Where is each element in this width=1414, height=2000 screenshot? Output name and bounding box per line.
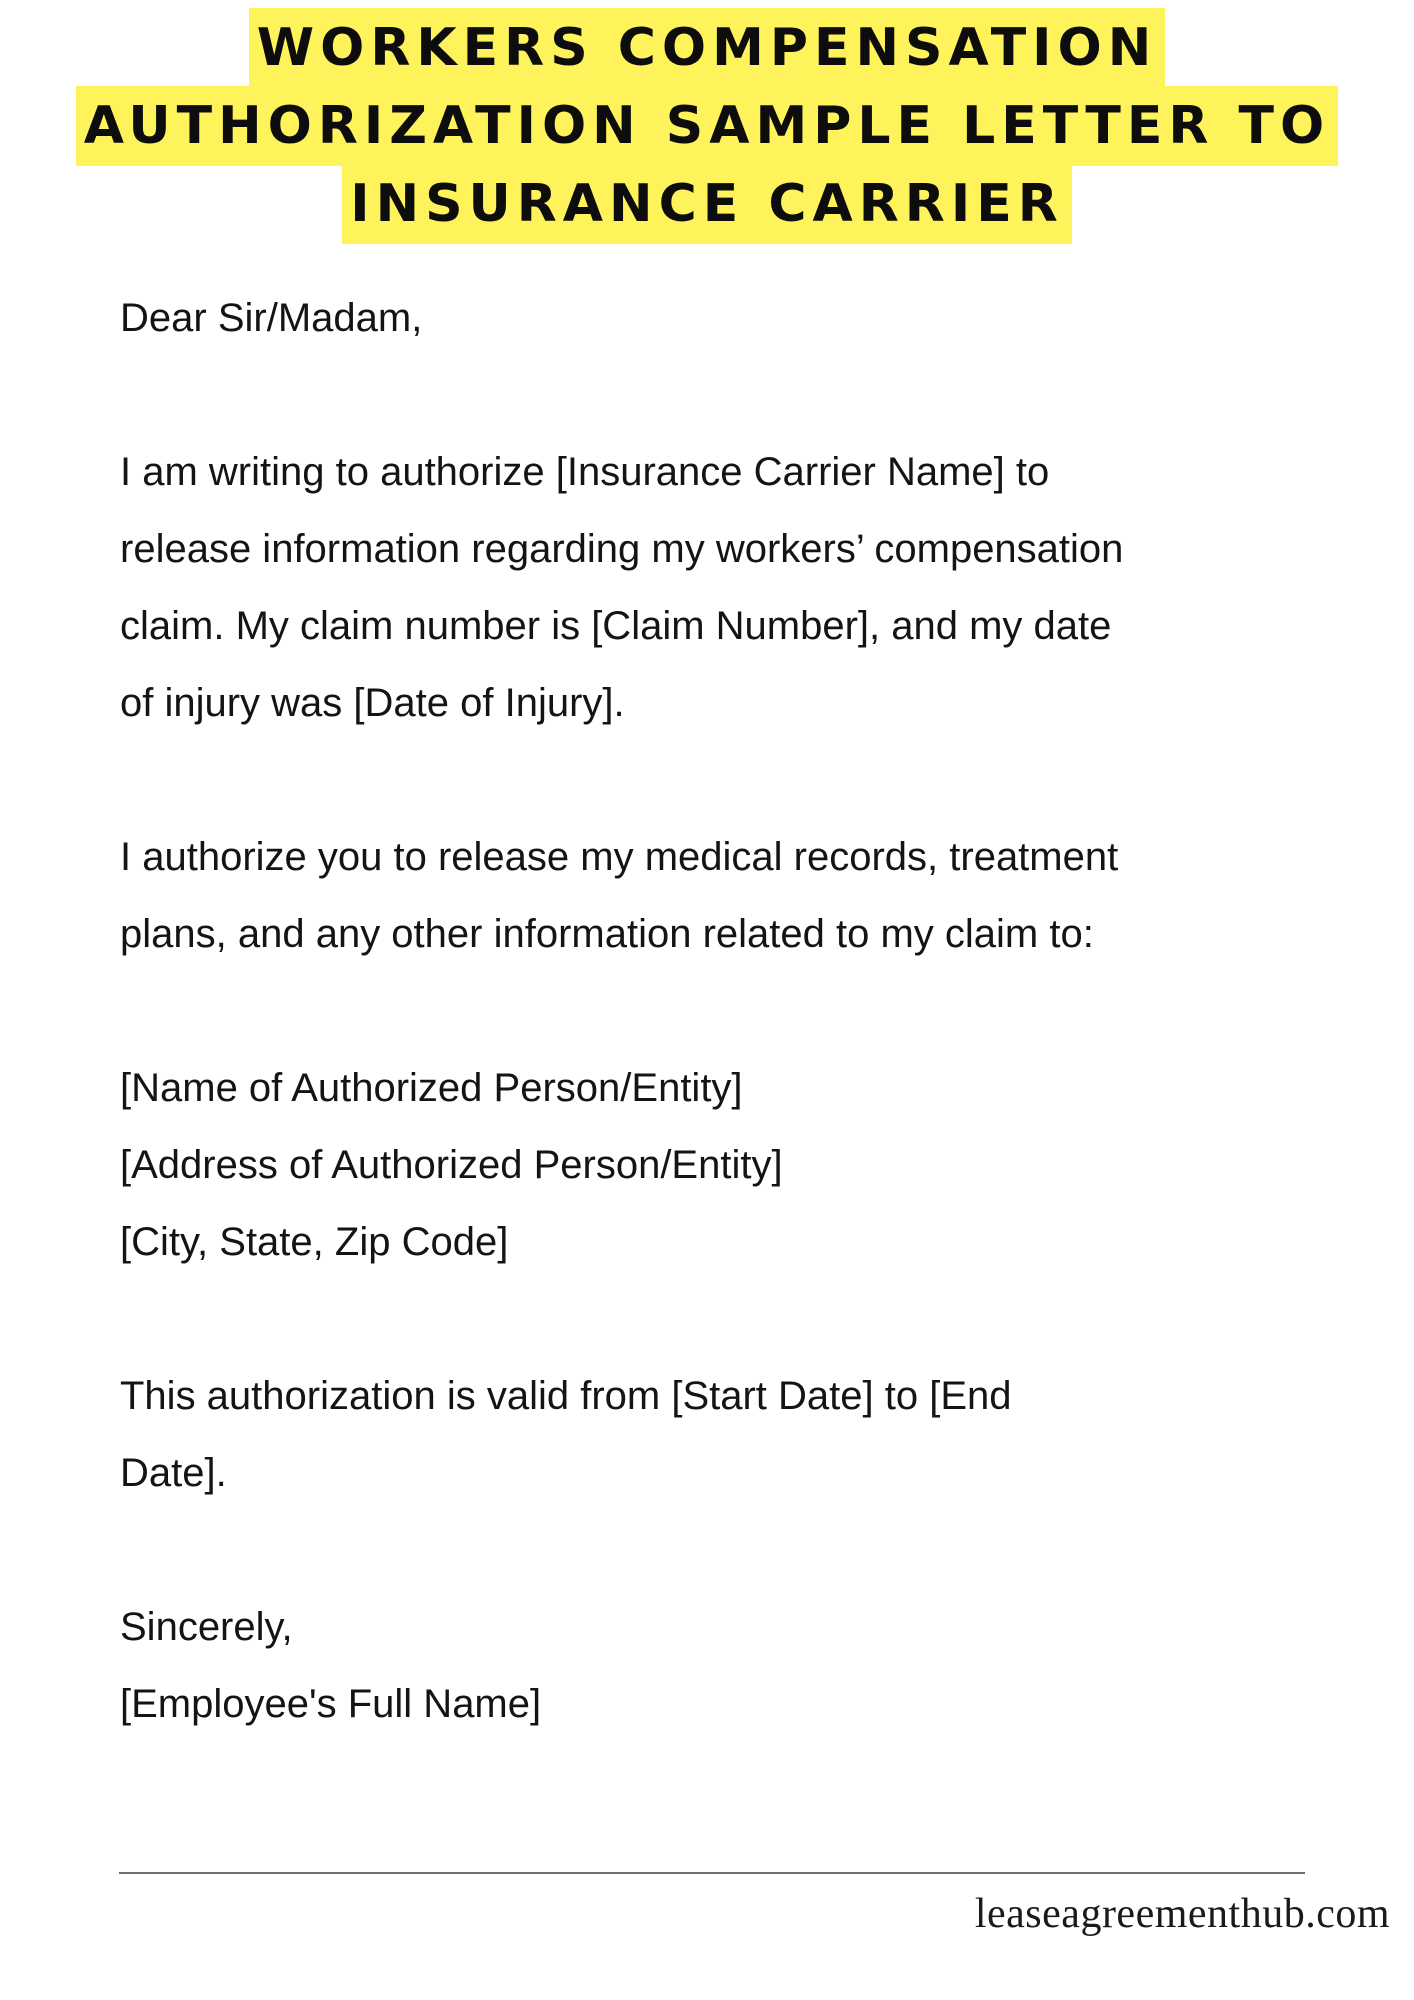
paragraph-gap [120, 973, 1360, 1050]
recipient-name: [Name of Authorized Person/Entity] [120, 1066, 743, 1110]
closing: Sincerely, [120, 1605, 293, 1649]
paragraph-1-line-2: release information regarding my workers’ compensation [120, 527, 1124, 571]
footer-site-name: leaseagreementhub.com [974, 1891, 1390, 1937]
title-line-2: AUTHORIZATION SAMPLE LETTER TO [0, 86, 1414, 164]
salutation: Dear Sir/Madam, [120, 296, 423, 340]
paragraph-1-line-1: I am writing to authorize [Insurance Carrier Name] to [120, 450, 1050, 494]
letter-body [120, 280, 1360, 1743]
paragraph-gap [120, 1281, 1360, 1358]
paragraph-2-line-1: I authorize you to release my medical records, treatment [120, 835, 1119, 879]
recipient-city-state-zip: [City, State, Zip Code] [120, 1220, 509, 1264]
recipient-address: [Address of Authorized Person/Entity] [120, 1143, 783, 1187]
paragraph-3-line-1: This authorization is valid from [Start Date] to [End [120, 1374, 1012, 1418]
title-line-1: WORKERS COMPENSATION [0, 8, 1414, 86]
footer-divider [119, 1872, 1305, 1874]
title-line-3: INSURANCE CARRIER [0, 164, 1414, 242]
paragraph-gap [120, 1512, 1360, 1589]
paragraph-1-line-4: of injury was [Date of Injury]. [120, 681, 625, 725]
signature-name: [Employee's Full Name] [120, 1682, 542, 1726]
document-title [0, 8, 1414, 242]
paragraph-2-line-2: plans, and any other information related to my claim to: [120, 912, 1094, 956]
paragraph-1-line-3: claim. My claim number is [Claim Number], and my date [120, 604, 1112, 648]
paragraph-3-line-2: Date]. [120, 1451, 227, 1495]
paragraph-gap [120, 357, 1360, 434]
paragraph-gap [120, 742, 1360, 819]
